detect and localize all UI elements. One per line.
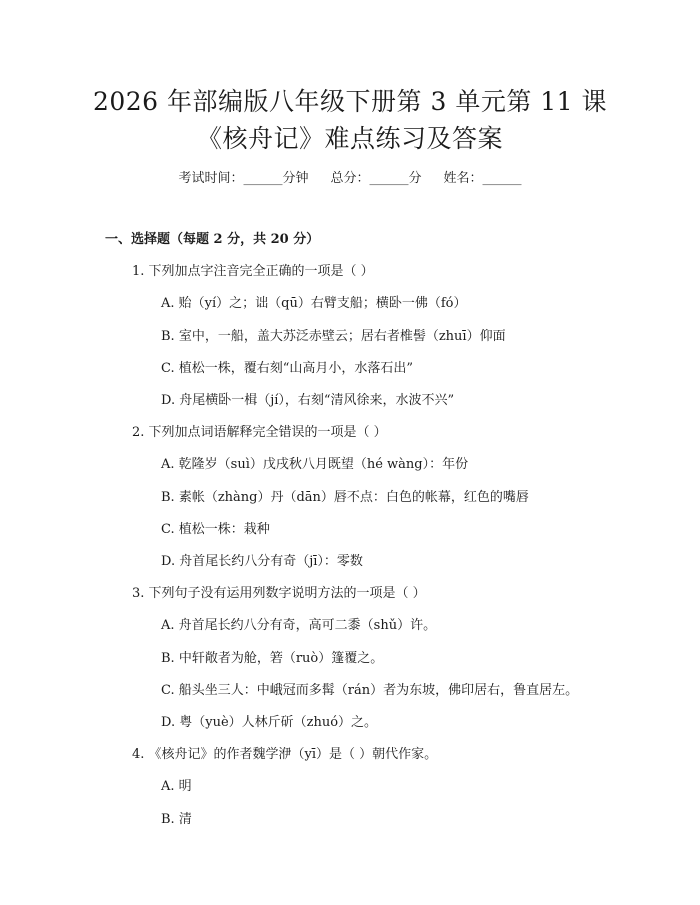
question-1-option-c: C. 植松一株，覆右刻“山高月小，水落石出” <box>161 361 414 376</box>
question-3-option-b: B. 中轩敞者为舱，箬（ruò）篷覆之。 <box>161 651 384 666</box>
question-3-option-c: C. 船头坐三人：中峨冠而多髯（rán）者为东坡，佛印居右，鲁直居左。 <box>161 683 579 698</box>
question-2-option-a: A. 乾隆岁（suì）戊戌秋八月既望（hé wàng）：年份 <box>161 457 469 472</box>
question-3-option-a: A. 舟首尾长约八分有奇，高可二黍（shǔ）许。 <box>161 618 437 633</box>
question-2-stem: 2. 下列加点词语解释完全错误的一项是（ ） <box>132 425 387 440</box>
question-2-option-c: C. 植松一株：栽种 <box>161 522 270 537</box>
question-1-option-b: B. 室中，一船，盖大苏泛赤壁云；居右者椎髻（zhuī）仰面 <box>161 329 506 344</box>
page-title-line-2: 《核舟记》难点练习及答案 <box>196 124 503 153</box>
exam-info-row <box>0 169 700 189</box>
section-heading-choice: 一、选择题（每题 2 分，共 20 分） <box>105 232 320 247</box>
student-name-field: 姓名：______ <box>443 171 522 186</box>
question-3-stem: 3. 下列句子没有运用列数字说明方法的一项是（ ） <box>132 586 426 601</box>
question-1-option-d: D. 舟尾横卧一楫（jí），右刻“清风徐来，水波不兴” <box>161 393 455 408</box>
question-2-option-d: D. 舟首尾长约八分有奇（jī）：零数 <box>161 554 363 569</box>
question-4-option-b: B. 清 <box>161 812 192 827</box>
exam-time-field: 考试时间：______分钟 <box>178 171 309 186</box>
question-1-option-a: A. 贻（yí）之；诎（qū）右臂支船；横卧一佛（fó） <box>161 296 467 311</box>
question-2-option-b: B. 素帐（zhàng）丹（dān）唇不点：白色的帐幕，红色的嘴唇 <box>161 490 529 505</box>
total-score-field: 总分：______分 <box>330 171 422 186</box>
question-3-option-d: D. 粤（yuè）人林斤斫（zhuó）之。 <box>161 715 378 730</box>
question-1-stem: 1. 下列加点字注音完全正确的一项是（ ） <box>132 264 374 279</box>
question-4-stem: 4. 《核舟记》的作者魏学洢（yī）是（ ）朝代作家。 <box>132 747 438 762</box>
page-title-line-1: 2026 年部编版八年级下册第 3 单元第 11 课 <box>92 87 608 116</box>
question-4-option-a: A. 明 <box>161 779 192 794</box>
